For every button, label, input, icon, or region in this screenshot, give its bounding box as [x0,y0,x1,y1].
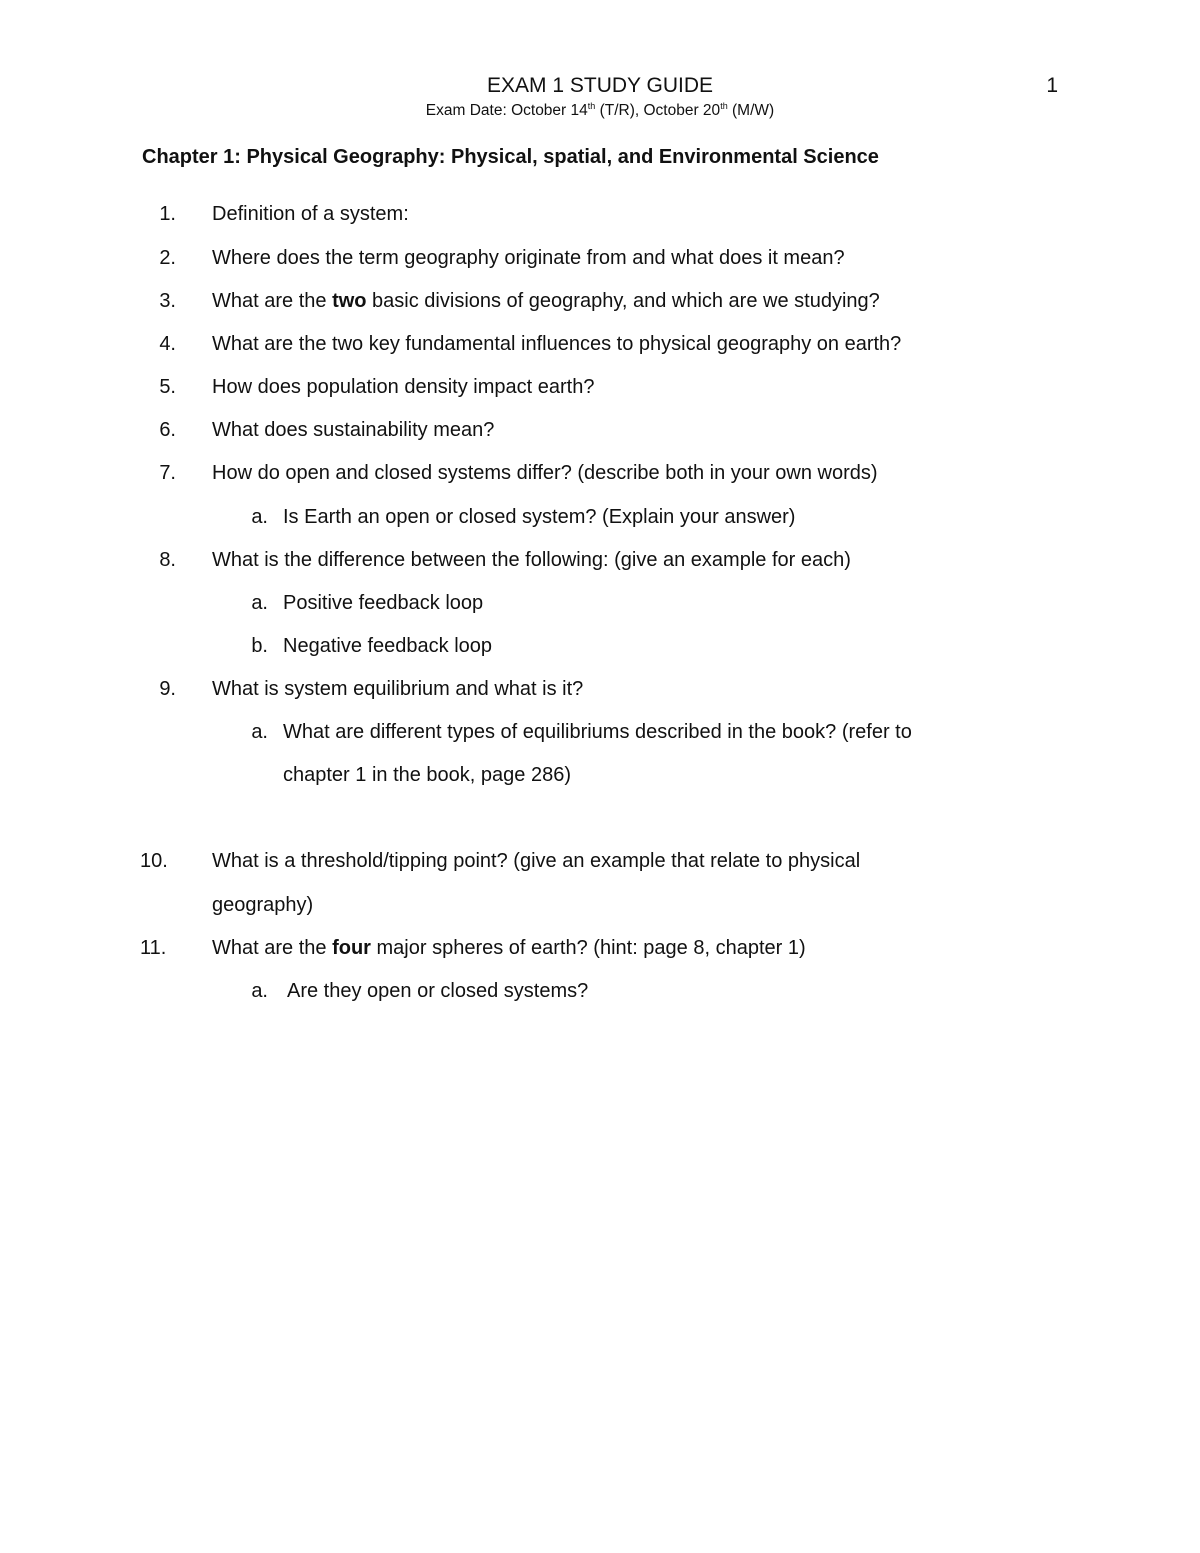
question-11-text-after: major spheres of earth? (hint: page 8, chapter 1) [370,937,806,959]
exam-date-sup-2: th [720,100,728,111]
question-7a-text: Is Earth an open or closed system? (Explain your answer) [283,506,796,528]
question-8-number: 8. [159,549,176,571]
question-10-text-line-1: What is a threshold/tipping point? (give an example that relate to physical [212,850,861,872]
exam-date-mid: (T/R), October 20 [595,102,721,119]
question-11-number: 11. [140,937,167,959]
question-8-text: What is the difference between the following: (give an example for each) [212,549,851,571]
question-6-number: 6. [159,419,176,441]
question-11-emphasis: four [332,937,371,959]
question-10-text-line-2: geography) [212,894,314,916]
question-2-text: Where does the term geography originate from and what does it mean? [212,247,845,269]
question-9-text: What is system equilibrium and what is it? [212,678,584,700]
question-8b-text: Negative feedback loop [283,635,493,657]
question-9a-letter: a. [251,721,268,743]
question-7-number: 7. [159,462,176,484]
question-3-number: 3. [159,290,176,312]
question-1-text: Definition of a system: [212,203,409,225]
page-number: 1 [1046,74,1058,97]
question-11-text [212,927,806,970]
exam-date [0,100,1200,122]
question-11-text-before: What are the [212,937,333,959]
question-3-emphasis: two [332,290,367,312]
question-8a-letter: a. [251,592,268,614]
exam-date-prefix: Exam Date: October 14 [425,102,588,119]
question-5-number: 5. [159,376,176,398]
question-1-number: 1. [159,203,176,225]
question-5-text: How does population density impact earth? [212,376,595,398]
exam-date-sup-1: th [587,100,596,111]
question-11a-letter: a. [251,980,268,1002]
question-7-text: How do open and closed systems differ? (describe both in your own words) [212,462,878,484]
question-8b-letter: b. [251,635,268,657]
question-6-text: What does sustainability mean? [212,419,495,441]
question-4-text: What are the two key fundamental influences to physical geography on earth? [212,333,902,355]
exam-date-suffix: (M/W) [727,102,775,119]
question-3-text-before: What are the [212,290,333,312]
question-11a-text: Are they open or closed systems? [287,980,589,1002]
question-9a-text-line-1: What are different types of equilibriums described in the book? (refer to [283,721,912,743]
question-10-number: 10. [140,850,168,872]
question-2-number: 2. [159,247,176,269]
question-9-number: 9. [159,678,176,700]
chapter-heading: Chapter 1: Physical Geography: Physical, spatial, and Environmental Science [142,146,879,168]
question-9a-text-line-2: chapter 1 in the book, page 286) [283,764,571,786]
question-3-text [212,280,880,323]
question-8a-text: Positive feedback loop [283,592,484,614]
question-7a-letter: a. [251,506,268,528]
question-3-text-after: basic divisions of geography, and which are we studying? [366,290,880,312]
page-title: EXAM 1 STUDY GUIDE [487,74,713,97]
question-4-number: 4. [159,333,176,355]
